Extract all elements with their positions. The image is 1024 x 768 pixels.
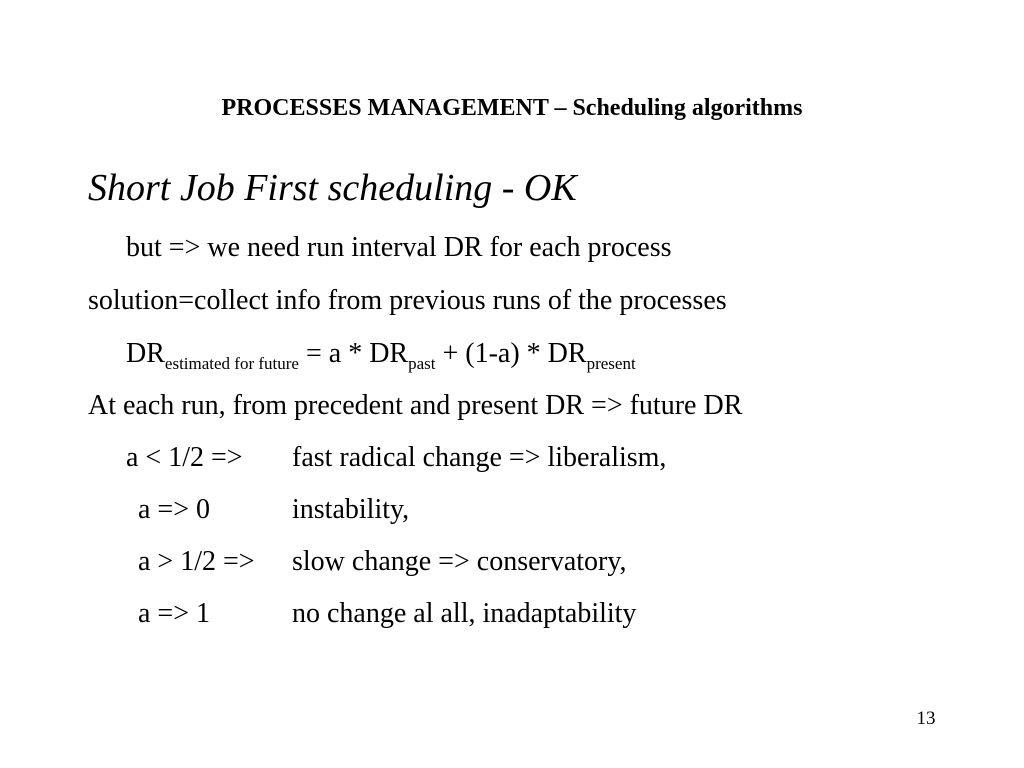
- case-result: instability,: [292, 494, 410, 525]
- formula-middle: = a * DR: [298, 338, 409, 369]
- line-need-run-interval: but => we need run interval DR for each process: [126, 232, 672, 263]
- case-condition: a => 0: [138, 494, 211, 525]
- line-each-run: At each run, from precedent and present DR => future DR: [88, 390, 743, 421]
- formula-lhs-subscript: estimated for future: [164, 354, 299, 373]
- case-result: no change al all, inadaptability: [292, 598, 637, 629]
- case-result: slow change => conservatory,: [292, 546, 627, 577]
- formula-middle2: + (1-a) * DR: [435, 338, 587, 369]
- case-condition: a => 1: [138, 598, 211, 629]
- slide-subtitle: Short Job First scheduling - OK: [88, 167, 577, 209]
- line-solution: solution=collect info from previous runs of the processes: [88, 285, 727, 316]
- formula-past-subscript: past: [408, 354, 436, 373]
- case-condition: a < 1/2 =>: [126, 442, 243, 473]
- formula-line: [126, 337, 636, 371]
- case-condition: a > 1/2 =>: [138, 546, 255, 577]
- page-number: 13: [916, 708, 936, 729]
- formula-present-subscript: present: [586, 354, 636, 373]
- formula-lhs-base: DR: [126, 338, 165, 369]
- case-result: fast radical change => liberalism,: [292, 442, 667, 473]
- slide-title: PROCESSES MANAGEMENT – Scheduling algorithms: [221, 95, 803, 121]
